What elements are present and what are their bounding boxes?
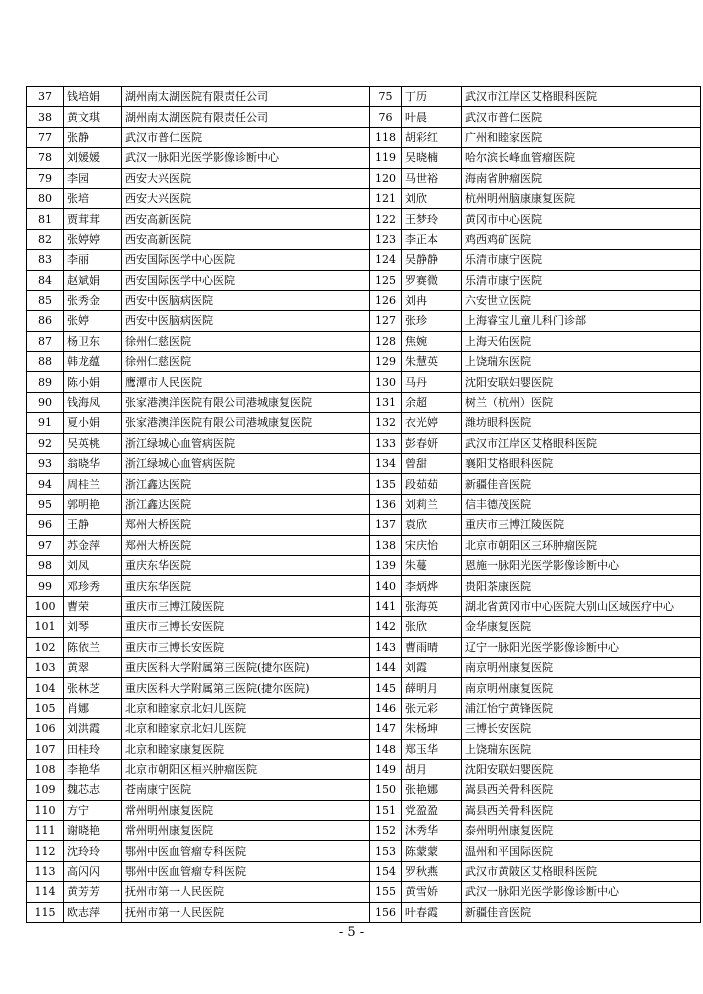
entry-number: 122	[370, 209, 402, 229]
entry-number: 129	[370, 352, 402, 372]
entry-number: 140	[370, 576, 402, 596]
hospital-name: 苍南康宁医院	[122, 780, 370, 800]
hospital-name: 嵩县西关骨科医院	[462, 800, 701, 820]
table-row	[27, 107, 701, 127]
table-row	[27, 127, 701, 147]
entry-number: 107	[27, 739, 64, 759]
entry-number: 114	[27, 882, 64, 902]
hospital-name: 郑州大桥医院	[122, 535, 370, 555]
person-name: 彭春妍	[402, 433, 462, 453]
hospital-name: 湖北省黄冈市中心医院大别山区域医疗中心	[462, 596, 701, 616]
hospital-name: 沈阳安联妇婴医院	[462, 759, 701, 779]
person-name: 吴静静	[402, 250, 462, 270]
person-name: 周桂兰	[64, 474, 122, 494]
hospital-name: 抚州市第一人民医院	[122, 902, 370, 922]
person-name: 邓珍秀	[64, 576, 122, 596]
entry-number: 89	[27, 372, 64, 392]
person-name: 刘洪霞	[64, 719, 122, 739]
entry-number: 75	[370, 87, 402, 107]
hospital-name: 贵阳茶康医院	[462, 576, 701, 596]
person-name: 郭明艳	[64, 494, 122, 514]
table-row	[27, 392, 701, 412]
entry-number: 76	[370, 107, 402, 127]
hospital-name: 徐州仁慈医院	[122, 331, 370, 351]
hospital-name: 重庆东华医院	[122, 576, 370, 596]
hospital-name: 西安大兴医院	[122, 188, 370, 208]
person-name: 张培	[64, 188, 122, 208]
person-name: 谢晓艳	[64, 821, 122, 841]
entry-number: 111	[27, 821, 64, 841]
person-name: 曹雨晴	[402, 637, 462, 657]
hospital-name: 乐清市康宁医院	[462, 250, 701, 270]
entry-number: 85	[27, 290, 64, 310]
hospital-name: 潍坊眼科医院	[462, 413, 701, 433]
hospital-name: 新疆佳音医院	[462, 474, 701, 494]
hospital-name: 重庆医科大学附属第三医院(捷尔医院)	[122, 657, 370, 677]
entry-number: 147	[370, 719, 402, 739]
entry-number: 142	[370, 617, 402, 637]
entry-number: 148	[370, 739, 402, 759]
entry-number: 131	[370, 392, 402, 412]
person-name: 张林芝	[64, 678, 122, 698]
person-name: 刘琴	[64, 617, 122, 637]
hospital-name: 三博长安医院	[462, 719, 701, 739]
person-name: 张婷	[64, 311, 122, 331]
table-row	[27, 596, 701, 616]
person-name: 衣光婷	[402, 413, 462, 433]
hospital-name: 北京和睦家康复医院	[122, 739, 370, 759]
table-row	[27, 800, 701, 820]
person-name: 刘霞	[402, 657, 462, 677]
hospital-name: 西安中医脑病医院	[122, 311, 370, 331]
hospital-name: 鸡西鸡矿医院	[462, 229, 701, 249]
entry-number: 118	[370, 127, 402, 147]
entry-number: 84	[27, 270, 64, 290]
entry-number: 128	[370, 331, 402, 351]
hospital-name: 武汉市普仁医院	[462, 107, 701, 127]
table-row	[27, 698, 701, 718]
hospital-name: 泰州明州康复医院	[462, 821, 701, 841]
hospital-name: 西安国际医学中心医院	[122, 270, 370, 290]
table-row	[27, 902, 701, 922]
entry-number: 97	[27, 535, 64, 555]
entry-number: 103	[27, 657, 64, 677]
hospital-name: 常州明州康复医院	[122, 821, 370, 841]
entry-number: 82	[27, 229, 64, 249]
person-name: 王静	[64, 515, 122, 535]
person-name: 吴晓楠	[402, 148, 462, 168]
hospital-name: 湖州南太湖医院有限责任公司	[122, 87, 370, 107]
entry-number: 146	[370, 698, 402, 718]
table-row	[27, 739, 701, 759]
entry-number: 141	[370, 596, 402, 616]
table-row	[27, 535, 701, 555]
table-row	[27, 678, 701, 698]
hospital-name: 重庆市三博长安医院	[122, 637, 370, 657]
hospital-name: 信丰德茂医院	[462, 494, 701, 514]
hospital-name: 浦江怡宁黄锋医院	[462, 698, 701, 718]
person-name: 罗赛微	[402, 270, 462, 290]
entry-number: 104	[27, 678, 64, 698]
entry-number: 93	[27, 454, 64, 474]
hospital-name: 温州和平国际医院	[462, 841, 701, 861]
table-row	[27, 474, 701, 494]
person-name: 马丹	[402, 372, 462, 392]
table-row	[27, 413, 701, 433]
person-name: 陈小娟	[64, 372, 122, 392]
person-name: 贾茸茸	[64, 209, 122, 229]
table-row	[27, 841, 701, 861]
person-name: 肖娜	[64, 698, 122, 718]
table-row	[27, 372, 701, 392]
person-name: 夏小娟	[64, 413, 122, 433]
table-row	[27, 821, 701, 841]
entry-number: 87	[27, 331, 64, 351]
entry-number: 94	[27, 474, 64, 494]
person-name: 张秀金	[64, 290, 122, 310]
person-name: 沈玲玲	[64, 841, 122, 861]
entry-number: 132	[370, 413, 402, 433]
hospital-name: 重庆市三博江陵医院	[462, 515, 701, 535]
hospital-name: 鄂州中医血管瘤专科医院	[122, 841, 370, 861]
table-row	[27, 882, 701, 902]
table-row	[27, 87, 701, 107]
hospital-name: 武汉市普仁医院	[122, 127, 370, 147]
hospital-name: 张家港澳洋医院有限公司港城康复医院	[122, 392, 370, 412]
table-row	[27, 555, 701, 575]
person-name: 欧志萍	[64, 902, 122, 922]
entry-number: 115	[27, 902, 64, 922]
entry-number: 143	[370, 637, 402, 657]
table-row	[27, 168, 701, 188]
hospital-name: 重庆医科大学附属第三医院(捷尔医院)	[122, 678, 370, 698]
entry-number: 124	[370, 250, 402, 270]
hospital-name: 上海睿宝儿童儿科门诊部	[462, 311, 701, 331]
person-name: 陈蒙蒙	[402, 841, 462, 861]
entry-number: 88	[27, 352, 64, 372]
entry-number: 154	[370, 861, 402, 881]
person-name: 罗秋燕	[402, 861, 462, 881]
hospital-name: 西安高新医院	[122, 209, 370, 229]
hospital-name: 乐清市康宁医院	[462, 270, 701, 290]
entry-number: 78	[27, 148, 64, 168]
table-row	[27, 657, 701, 677]
entry-number: 95	[27, 494, 64, 514]
table-row	[27, 433, 701, 453]
person-name: 马世裕	[402, 168, 462, 188]
entry-number: 144	[370, 657, 402, 677]
hospital-name: 郑州大桥医院	[122, 515, 370, 535]
person-name: 韩龙蕴	[64, 352, 122, 372]
entry-number: 123	[370, 229, 402, 249]
entry-number: 138	[370, 535, 402, 555]
hospital-name: 沈阳安联妇婴医院	[462, 372, 701, 392]
person-name: 苏金萍	[64, 535, 122, 555]
entry-number: 96	[27, 515, 64, 535]
entry-number: 135	[370, 474, 402, 494]
person-name: 李园	[64, 168, 122, 188]
entry-number: 99	[27, 576, 64, 596]
person-name: 杨卫东	[64, 331, 122, 351]
entry-number: 119	[370, 148, 402, 168]
person-name: 张海英	[402, 596, 462, 616]
hospital-name: 上海天佑医院	[462, 331, 701, 351]
hospital-name: 鹰潭市人民医院	[122, 372, 370, 392]
table-row	[27, 270, 701, 290]
entry-number: 151	[370, 800, 402, 820]
person-name: 刘凤	[64, 555, 122, 575]
person-name: 赵斌娟	[64, 270, 122, 290]
person-name: 宋庆怡	[402, 535, 462, 555]
hospital-name: 常州明州康复医院	[122, 800, 370, 820]
entry-number: 113	[27, 861, 64, 881]
hospital-name: 哈尔滨长峰血管瘤医院	[462, 148, 701, 168]
person-name: 薛明月	[402, 678, 462, 698]
hospital-name: 武汉一脉阳光医学影像诊断中心	[122, 148, 370, 168]
table-row	[27, 576, 701, 596]
entry-number: 110	[27, 800, 64, 820]
person-name: 沐秀华	[402, 821, 462, 841]
person-name: 党盈盈	[402, 800, 462, 820]
hospital-name: 北京和睦家京北妇儿医院	[122, 719, 370, 739]
entry-number: 83	[27, 250, 64, 270]
person-name: 刘冉	[402, 290, 462, 310]
hospital-name: 北京市朝阳区三环肿瘤医院	[462, 535, 701, 555]
hospital-name: 北京市朝阳区桓兴肿瘤医院	[122, 759, 370, 779]
hospital-name: 恩施一脉阳光医学影像诊断中心	[462, 555, 701, 575]
entry-number: 92	[27, 433, 64, 453]
person-name: 刘莉兰	[402, 494, 462, 514]
hospital-name: 重庆市三博长安医院	[122, 617, 370, 637]
hospital-name: 武汉市黄陂区艾格眼科医院	[462, 861, 701, 881]
hospital-name: 新疆佳音医院	[462, 902, 701, 922]
person-name: 张元彩	[402, 698, 462, 718]
entry-number: 134	[370, 454, 402, 474]
entry-number: 86	[27, 311, 64, 331]
table-row	[27, 148, 701, 168]
person-name: 李正本	[402, 229, 462, 249]
table-row	[27, 311, 701, 331]
entry-number: 90	[27, 392, 64, 412]
person-name: 张婷婷	[64, 229, 122, 249]
person-name: 李炳烨	[402, 576, 462, 596]
entry-number: 137	[370, 515, 402, 535]
entry-number: 38	[27, 107, 64, 127]
entry-number: 150	[370, 780, 402, 800]
hospital-name: 广州和睦家医院	[462, 127, 701, 147]
entry-number: 100	[27, 596, 64, 616]
person-name: 吴英桃	[64, 433, 122, 453]
person-name: 余超	[402, 392, 462, 412]
person-name: 张珍	[402, 311, 462, 331]
table-row	[27, 250, 701, 270]
person-name: 张艳娜	[402, 780, 462, 800]
entry-number: 108	[27, 759, 64, 779]
hospital-name: 西安中医脑病医院	[122, 290, 370, 310]
entry-number: 133	[370, 433, 402, 453]
entry-number: 121	[370, 188, 402, 208]
roster-table	[26, 86, 701, 923]
hospital-name: 重庆市三博江陵医院	[122, 596, 370, 616]
hospital-name: 海南省肿瘤医院	[462, 168, 701, 188]
entry-number: 155	[370, 882, 402, 902]
entry-number: 152	[370, 821, 402, 841]
entry-number: 112	[27, 841, 64, 861]
entry-number: 153	[370, 841, 402, 861]
hospital-name: 湖州南太湖医院有限责任公司	[122, 107, 370, 127]
table-row	[27, 637, 701, 657]
person-name: 黄翠	[64, 657, 122, 677]
table-row	[27, 515, 701, 535]
person-name: 朱蔓	[402, 555, 462, 575]
person-name: 胡月	[402, 759, 462, 779]
hospital-name: 嵩县西关骨科医院	[462, 780, 701, 800]
hospital-name: 辽宁一脉阳光医学影像诊断中心	[462, 637, 701, 657]
person-name: 黄雪娇	[402, 882, 462, 902]
entry-number: 139	[370, 555, 402, 575]
table-row	[27, 861, 701, 881]
hospital-name: 西安高新医院	[122, 229, 370, 249]
person-name: 田桂玲	[64, 739, 122, 759]
hospital-name: 杭州明州脑康康复医院	[462, 188, 701, 208]
entry-number: 80	[27, 188, 64, 208]
person-name: 曹荣	[64, 596, 122, 616]
hospital-name: 浙江鑫达医院	[122, 474, 370, 494]
roster-body	[27, 87, 701, 923]
entry-number: 145	[370, 678, 402, 698]
person-name: 陈依兰	[64, 637, 122, 657]
hospital-name: 上饶瑞东医院	[462, 352, 701, 372]
person-name: 焦婉	[402, 331, 462, 351]
entry-number: 81	[27, 209, 64, 229]
table-row	[27, 209, 701, 229]
entry-number: 149	[370, 759, 402, 779]
person-name: 段茹茹	[402, 474, 462, 494]
entry-number: 98	[27, 555, 64, 575]
person-name: 翁晓华	[64, 454, 122, 474]
entry-number: 125	[370, 270, 402, 290]
person-name: 朱慧英	[402, 352, 462, 372]
person-name: 王梦玲	[402, 209, 462, 229]
person-name: 李艳华	[64, 759, 122, 779]
table-row	[27, 290, 701, 310]
person-name: 方宁	[64, 800, 122, 820]
hospital-name: 徐州仁慈医院	[122, 352, 370, 372]
person-name: 钱海凤	[64, 392, 122, 412]
hospital-name: 浙江绿城心血管病医院	[122, 433, 370, 453]
hospital-name: 北京和睦家京北妇儿医院	[122, 698, 370, 718]
entry-number: 106	[27, 719, 64, 739]
person-name: 黄芳芳	[64, 882, 122, 902]
hospital-name: 西安国际医学中心医院	[122, 250, 370, 270]
table-row	[27, 494, 701, 514]
table-row	[27, 331, 701, 351]
hospital-name: 黄冈市中心医院	[462, 209, 701, 229]
table-row	[27, 352, 701, 372]
hospital-name: 武汉一脉阳光医学影像诊断中心	[462, 882, 701, 902]
person-name: 叶晨	[402, 107, 462, 127]
table-row	[27, 759, 701, 779]
entry-number: 127	[370, 311, 402, 331]
person-name: 黄文琪	[64, 107, 122, 127]
hospital-name: 张家港澳洋医院有限公司港城康复医院	[122, 413, 370, 433]
hospital-name: 浙江绿城心血管病医院	[122, 454, 370, 474]
hospital-name: 南京明州康复医院	[462, 657, 701, 677]
person-name: 刘欣	[402, 188, 462, 208]
hospital-name: 六安世立医院	[462, 290, 701, 310]
hospital-name: 武汉市江岸区艾格眼科医院	[462, 87, 701, 107]
entry-number: 136	[370, 494, 402, 514]
entry-number: 105	[27, 698, 64, 718]
hospital-name: 鄂州中医血管瘤专科医院	[122, 861, 370, 881]
person-name: 叶春霞	[402, 902, 462, 922]
table-row	[27, 780, 701, 800]
hospital-name: 襄阳艾格眼科医院	[462, 454, 701, 474]
person-name: 胡彩红	[402, 127, 462, 147]
entry-number: 130	[370, 372, 402, 392]
entry-number: 102	[27, 637, 64, 657]
entry-number: 120	[370, 168, 402, 188]
entry-number: 91	[27, 413, 64, 433]
table-row	[27, 617, 701, 637]
person-name: 魏芯志	[64, 780, 122, 800]
entry-number: 101	[27, 617, 64, 637]
hospital-name: 抚州市第一人民医院	[122, 882, 370, 902]
person-name: 张静	[64, 127, 122, 147]
person-name: 刘媛媛	[64, 148, 122, 168]
person-name: 丁历	[402, 87, 462, 107]
person-name: 张欣	[402, 617, 462, 637]
hospital-name: 浙江鑫达医院	[122, 494, 370, 514]
hospital-name: 西安大兴医院	[122, 168, 370, 188]
hospital-name: 上饶瑞东医院	[462, 739, 701, 759]
person-name: 袁欣	[402, 515, 462, 535]
person-name: 郑玉华	[402, 739, 462, 759]
table-row	[27, 229, 701, 249]
entry-number: 109	[27, 780, 64, 800]
table-row	[27, 188, 701, 208]
entry-number: 156	[370, 902, 402, 922]
hospital-name: 南京明州康复医院	[462, 678, 701, 698]
person-name: 李丽	[64, 250, 122, 270]
entry-number: 77	[27, 127, 64, 147]
entry-number: 126	[370, 290, 402, 310]
person-name: 朱杨坤	[402, 719, 462, 739]
entry-number: 37	[27, 87, 64, 107]
hospital-name: 重庆东华医院	[122, 555, 370, 575]
hospital-name: 武汉市江岸区艾格眼科医院	[462, 433, 701, 453]
table-row	[27, 719, 701, 739]
table-row	[27, 454, 701, 474]
page-number: - 5 -	[338, 925, 365, 940]
person-name: 高闪闪	[64, 861, 122, 881]
hospital-name: 树兰（杭州）医院	[462, 392, 701, 412]
person-name: 钱培娟	[64, 87, 122, 107]
hospital-name: 金华康复医院	[462, 617, 701, 637]
person-name: 曾甜	[402, 454, 462, 474]
entry-number: 79	[27, 168, 64, 188]
